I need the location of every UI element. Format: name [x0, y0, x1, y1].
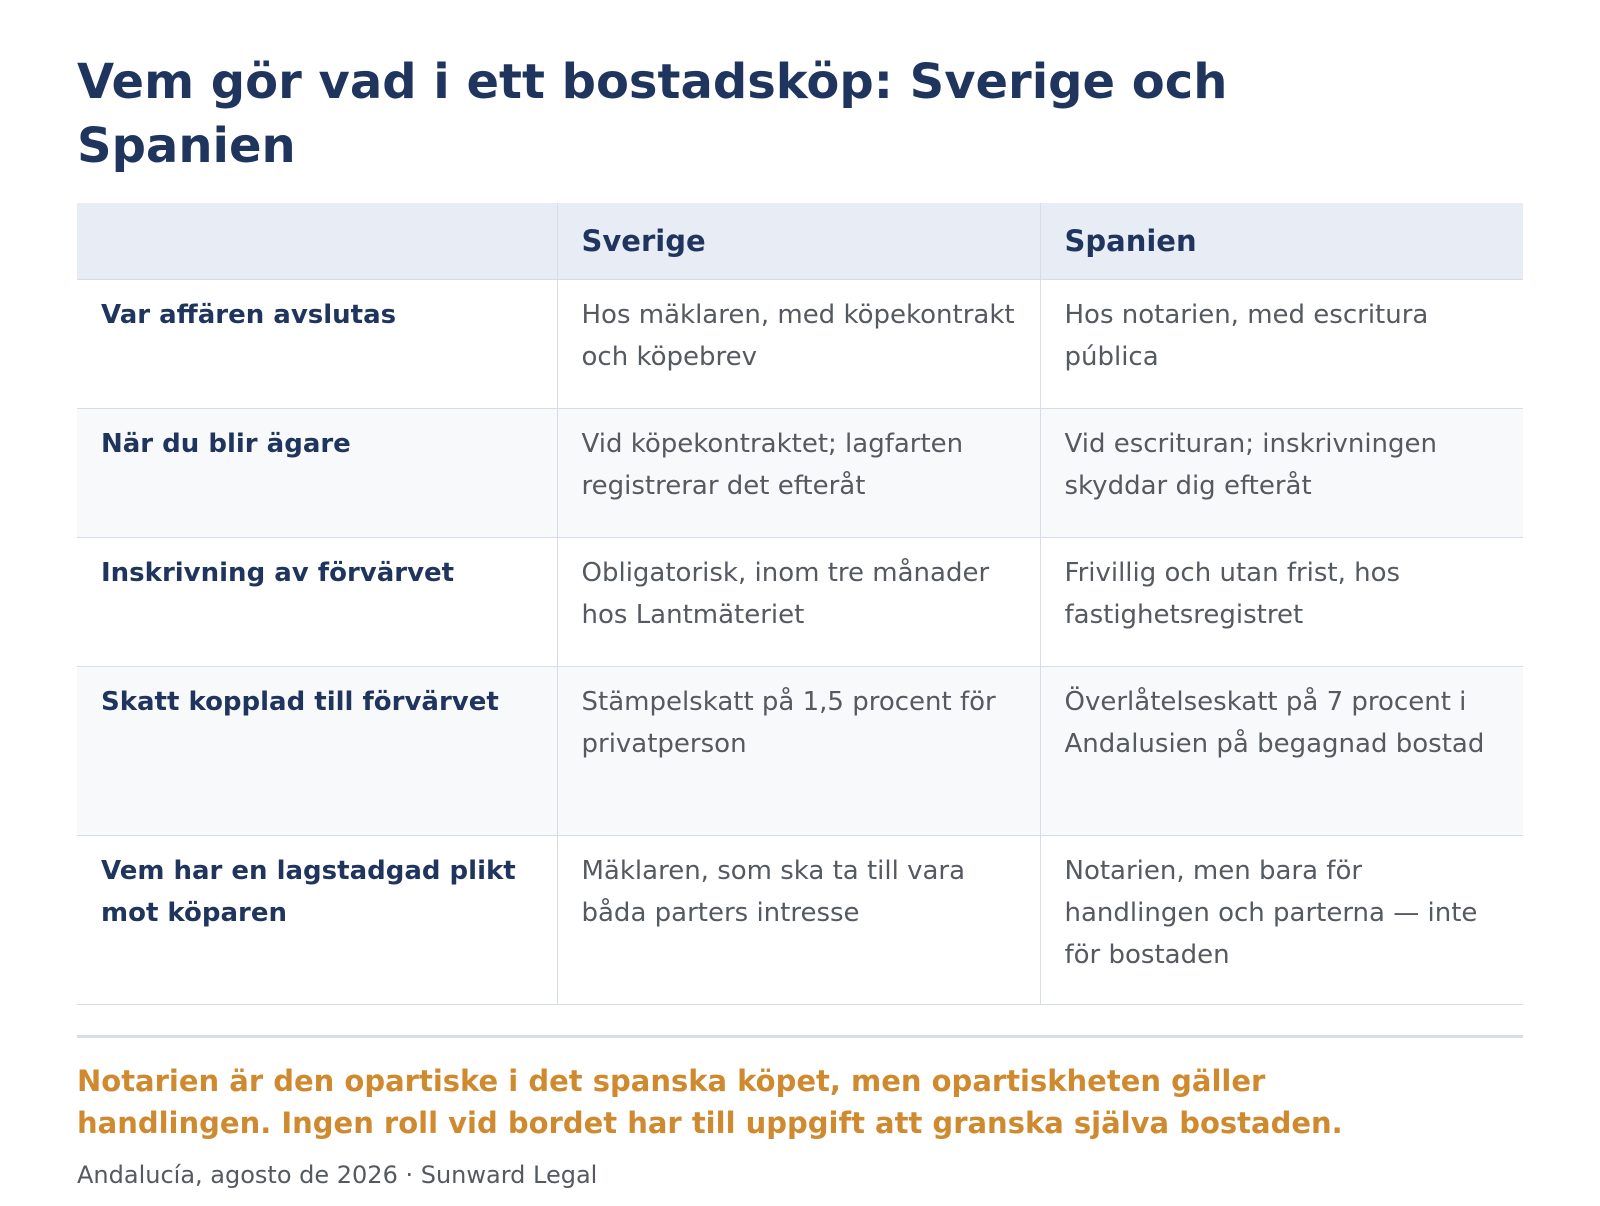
cell-spanien: Hos notarien, med escritura pública — [1040, 280, 1523, 409]
divider — [77, 1035, 1523, 1038]
row-label: Inskrivning av förvärvet — [77, 538, 557, 667]
cell-sverige: Obligatorisk, inom tre månader hos Lantmäteriet — [557, 538, 1040, 667]
page-title: Vem gör vad i ett bostadsköp: Sverige och Spanien — [77, 54, 1228, 174]
table-row — [77, 409, 1523, 538]
table-row — [77, 836, 1523, 1005]
table-header-row — [77, 203, 1523, 280]
cell-spanien: Notarien, men bara för handlingen och parterna — inte för bostaden — [1040, 836, 1523, 1005]
cell-sverige: Stämpelskatt på 1,5 procent för privatperson — [557, 667, 1040, 836]
cell-sverige: Vid köpekontraktet; lagfarten registrerar det efteråt — [557, 409, 1040, 538]
callout-note: Notarien är den opartiske i det spanska köpet, men opartiskheten gäller handlingen. Ingen roll vid bordet har till uppgift att granska själva bostaden. — [77, 1064, 1343, 1140]
cell-spanien: Frivillig och utan frist, hos fastighetsregistret — [1040, 538, 1523, 667]
cell-sverige: Mäklaren, som ska ta till vara båda parters intresse — [557, 836, 1040, 1005]
row-label: Vem har en lagstadgad plikt mot köparen — [77, 836, 557, 1005]
row-label: Var affären avslutas — [77, 280, 557, 409]
header-cell-sverige: Sverige — [557, 203, 1040, 280]
cell-sverige: Hos mäklaren, med köpekontrakt och köpebrev — [557, 280, 1040, 409]
table-row — [77, 280, 1523, 409]
header-cell-empty — [77, 203, 557, 280]
table-row — [77, 667, 1523, 836]
cell-spanien: Överlåtelseskatt på 7 procent i Andalusien på begagnad bostad — [1040, 667, 1523, 836]
row-label: Skatt kopplad till förvärvet — [77, 667, 557, 836]
comparison-table — [77, 203, 1523, 1005]
table-row — [77, 538, 1523, 667]
row-label: När du blir ägare — [77, 409, 557, 538]
header-cell-spanien: Spanien — [1040, 203, 1523, 280]
source-line: Andalucía, agosto de 2026 · Sunward Legal — [77, 1161, 598, 1189]
cell-spanien: Vid escrituran; inskrivningen skyddar dig efteråt — [1040, 409, 1523, 538]
